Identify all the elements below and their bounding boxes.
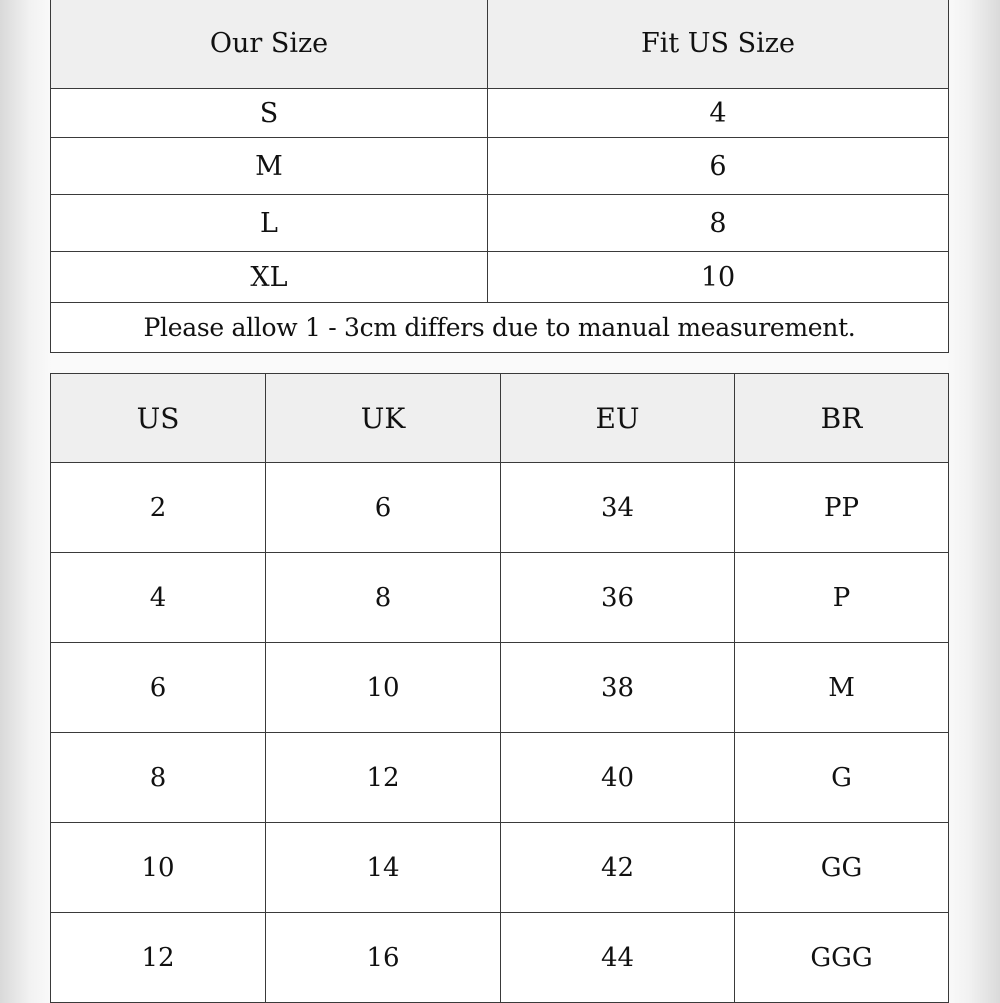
us-cell: 8	[51, 733, 266, 823]
table-row	[51, 138, 949, 195]
header-uk: UK	[266, 374, 501, 463]
table-row	[51, 913, 949, 1003]
us-cell: 6	[51, 643, 266, 733]
uk-cell: 6	[266, 463, 501, 553]
fit-us-size-cell: 6	[488, 138, 949, 195]
table-row	[51, 463, 949, 553]
eu-cell: 44	[501, 913, 735, 1003]
header-our-size: Our Size	[51, 0, 488, 89]
eu-cell: 42	[501, 823, 735, 913]
br-cell: G	[735, 733, 949, 823]
br-cell: GG	[735, 823, 949, 913]
us-cell: 4	[51, 553, 266, 643]
eu-cell: 36	[501, 553, 735, 643]
uk-cell: 10	[266, 643, 501, 733]
table-header-row	[51, 0, 949, 89]
fit-us-size-cell: 4	[488, 89, 949, 138]
br-cell: GGG	[735, 913, 949, 1003]
br-cell: P	[735, 553, 949, 643]
uk-cell: 16	[266, 913, 501, 1003]
br-cell: PP	[735, 463, 949, 553]
table-row	[51, 643, 949, 733]
our-size-cell: XL	[51, 252, 488, 303]
table-row	[51, 733, 949, 823]
table-row	[51, 195, 949, 252]
table-row	[51, 823, 949, 913]
our-size-cell: S	[51, 89, 488, 138]
eu-cell: 34	[501, 463, 735, 553]
header-eu: EU	[501, 374, 735, 463]
table-row	[51, 252, 949, 303]
header-br: BR	[735, 374, 949, 463]
eu-cell: 40	[501, 733, 735, 823]
br-cell: M	[735, 643, 949, 733]
us-cell: 10	[51, 823, 266, 913]
region-conversion-table	[50, 373, 949, 1003]
size-fit-table	[50, 0, 949, 353]
uk-cell: 8	[266, 553, 501, 643]
table-row	[51, 89, 949, 138]
our-size-cell: M	[51, 138, 488, 195]
eu-cell: 38	[501, 643, 735, 733]
uk-cell: 14	[266, 823, 501, 913]
us-cell: 12	[51, 913, 266, 1003]
fit-us-size-cell: 8	[488, 195, 949, 252]
fit-us-size-cell: 10	[488, 252, 949, 303]
header-fit-us-size: Fit US Size	[488, 0, 949, 89]
us-cell: 2	[51, 463, 266, 553]
table-header-row	[51, 374, 949, 463]
note-row	[51, 303, 949, 353]
header-us: US	[51, 374, 266, 463]
measurement-note: Please allow 1 - 3cm differs due to manual measurement.	[51, 303, 949, 353]
our-size-cell: L	[51, 195, 488, 252]
table-row	[51, 553, 949, 643]
uk-cell: 12	[266, 733, 501, 823]
